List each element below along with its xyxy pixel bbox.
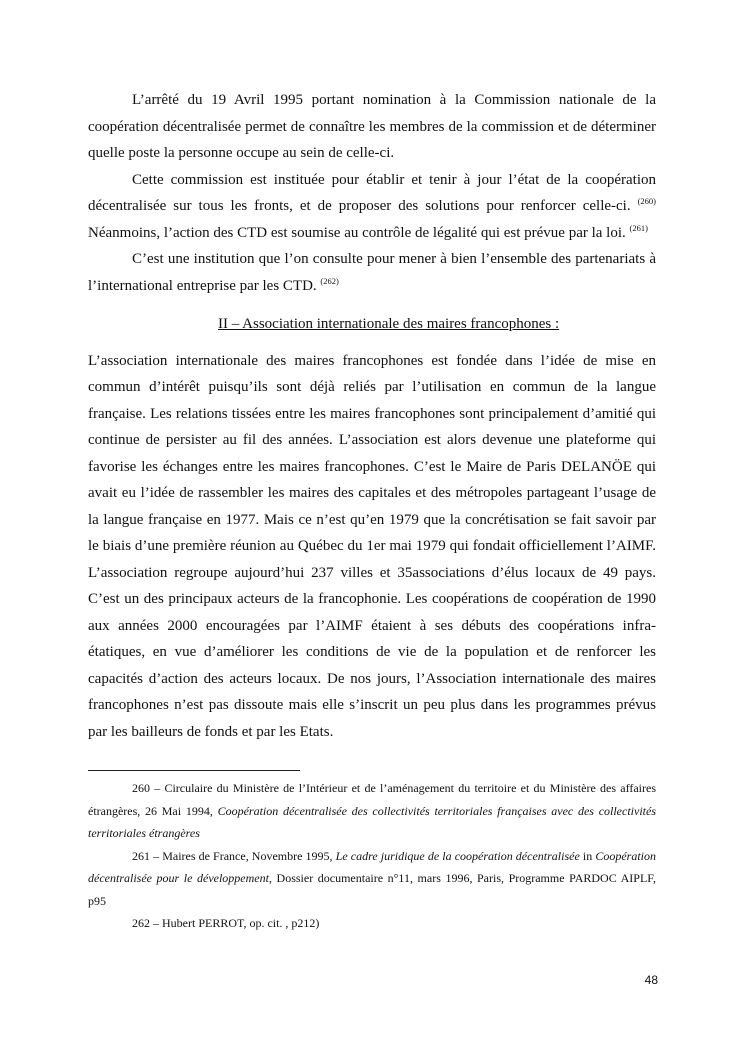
footnote-260: 260 – Circulaire du Ministère de l’Intérieur et de l’aménagement du territoire et du Ministère des affaires étrangères, 26 Mai 1994, Coopération décentralisée des collectivités territoriales françaises avec des collectivités territoriales étrangères bbox=[88, 781, 656, 840]
footnote-ref-262: (262) bbox=[320, 275, 339, 286]
paragraph-aimf: L’association internationale des maires francophones est fondée dans l’idée de mise en commun d’intérêt puisqu’ils sont déjà reliés par l’utilisation en commun de la langue française. Les relations tissées entre les maires francophones sont principalement d’amitié qui continue de persister au fil des années. L’association est alors devenue une plateforme qui favorise les échanges entre les maires francophones. C’est le Maire de Paris DELANÖE qui avait eu l’idée de rassembler les maires des capitales et des métropoles partageant l’usage de la langue française en 1977. Mais ce n’est qu’en 1979 que la concrétisation se fait savoir par le biais d’une première réunion au Québec du 1er mai 1979 qui fondait officiellement l’AIMF. L’association regroupe aujourd’hui 237 villes et 35associations d’élus locaux de 49 pays. C’est un des principaux acteurs de la francophonie. Les coopérations de coopération de 1990 aux années 2000 encouragées par l’AIMF étaient à ses débuts des coopérations infra-étatiques, en vue d’améliorer les conditions de vie de la population et de renforcer les capacités d’action des acteurs locaux. De nos jours, l’Association internationale des maires francophones n’est pas dissoute mais elle s’inscrit un peu plus dans les programmes prévus par les bailleurs de fonds et par les Etats. bbox=[88, 352, 656, 740]
paragraph-commission-decree: L’arrêté du 19 Avril 1995 portant nomination à la Commission nationale de la coopération décentralisée permet de connaître les membres de la commission et de déterminer quelle poste la personne occupe au sein de celle-ci. bbox=[88, 92, 656, 161]
page-number: 48 bbox=[644, 973, 658, 987]
footnote-ref-260: (260) bbox=[637, 196, 656, 206]
footnote-262: 262 – Hubert PERROT, op. cit. , p212) bbox=[132, 916, 320, 930]
footnote-261: 261 – Maires de France, Novembre 1995, Le cadre juridique de la coopération décentralisée in Coopération décentralisée pour le développement, Dossier documentaire n°11, mars 1996, Paris, Programme PARDOC AIPLF, p95 bbox=[88, 848, 657, 908]
footnote-separator bbox=[88, 770, 300, 771]
body-text bbox=[88, 87, 656, 745]
footnote-ref-261: (261) bbox=[629, 222, 648, 233]
footnotes bbox=[88, 777, 656, 935]
section-title: II – Association internationale des maires francophones : bbox=[218, 316, 560, 332]
paragraph-commission-role: Cette commission est instituée pour établir et tenir à jour l’état de la coopération décentralisée sur tous les fronts, et de proposer des solutions pour renforcer celle-ci. $^{(260)}$ Néanmoins, l’action des CTD est soumise au contrôle de légalité qui est prévue par la loi. $^{(261)}$ bbox=[88, 171, 656, 241]
paragraph-institution: C’est une institution que l’on consulte pour mener à bien l’ensemble des partenariats à l’international entreprise par les CTD. $^{(262)}$ bbox=[88, 251, 656, 294]
